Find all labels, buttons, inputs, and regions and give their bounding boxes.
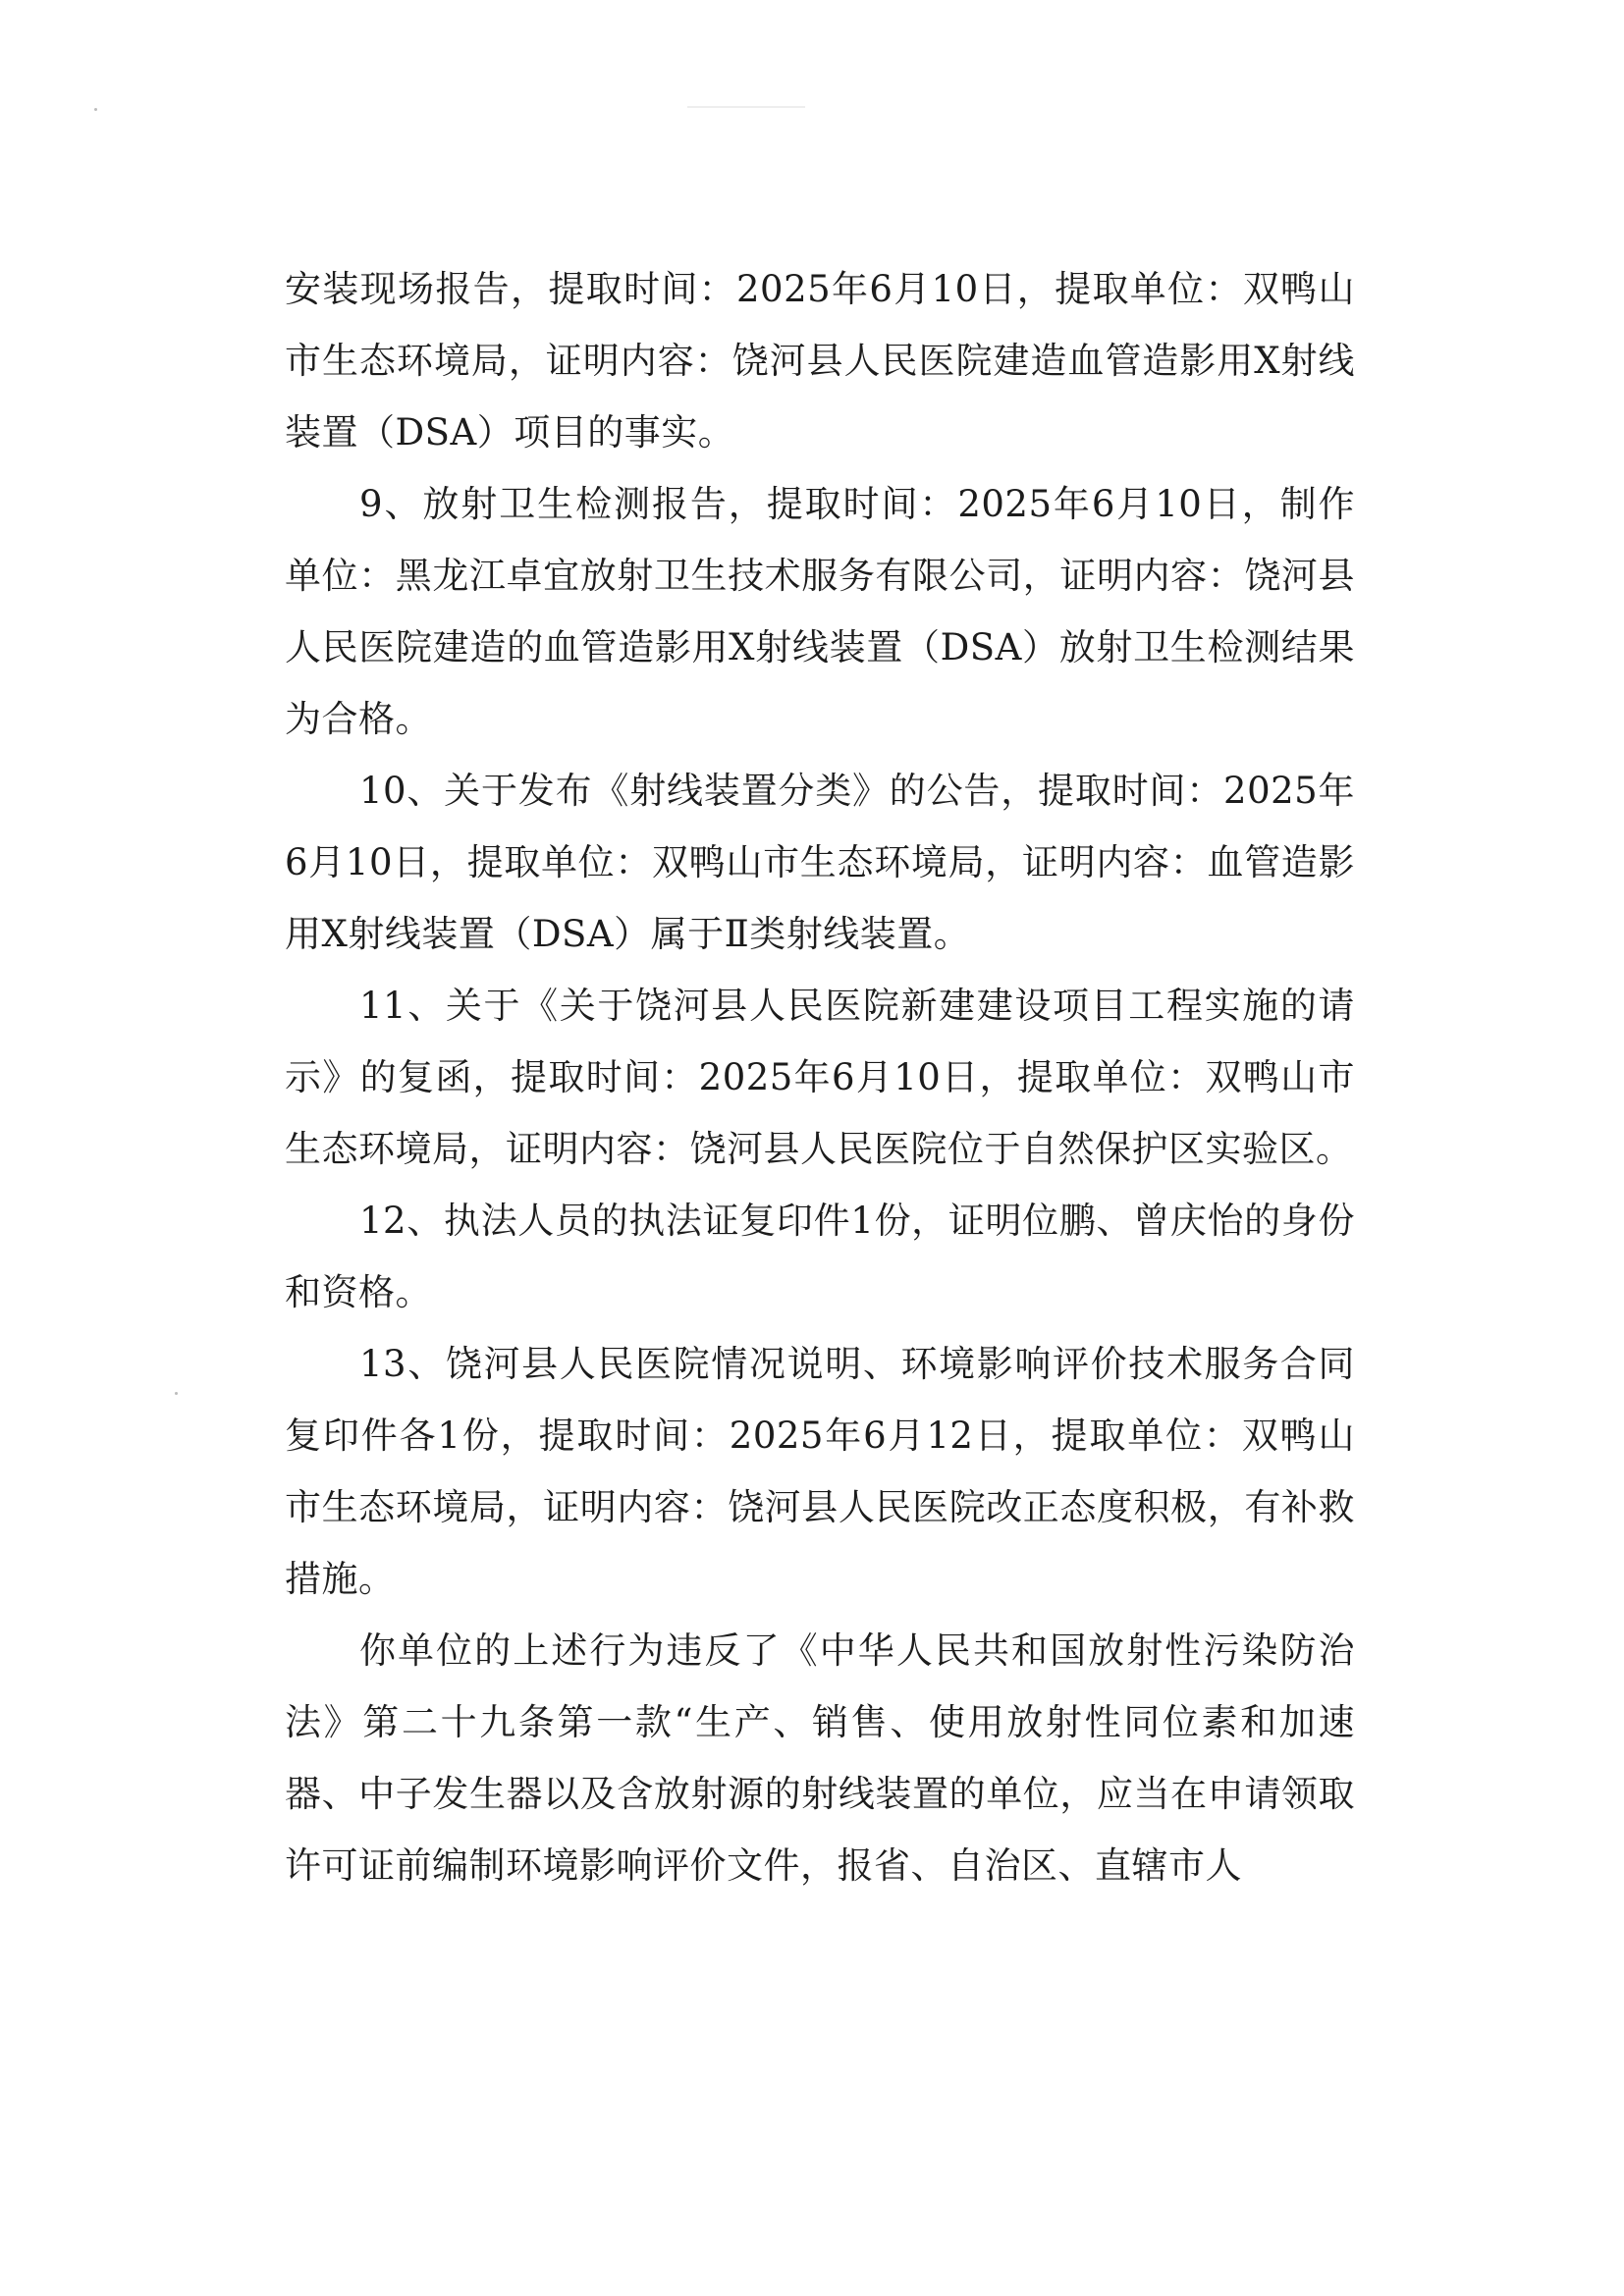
paragraph-item-9: 9、放射卫生检测报告，提取时间：2025年6月10日，制作单位：黑龙江卓宜放射卫生技术服务有限公司，证明内容：饶河县人民医院建造的血管造影用X射线装置（DSA）放射卫生检测结果为合格。 bbox=[285, 483, 1355, 740]
document-body bbox=[285, 253, 1355, 1901]
paragraph-item-10: 10、关于发布《射线装置分类》的公告，提取时间：2025年6月10日，提取单位：双鸭山市生态环境局，证明内容：血管造影用X射线装置（DSA）属于Ⅱ类射线装置。 bbox=[285, 770, 1355, 955]
scan-artifact-line bbox=[687, 106, 805, 108]
scan-artifact-dot bbox=[94, 108, 97, 111]
scan-artifact-dot bbox=[175, 1392, 178, 1395]
paragraph-violation: 你单位的上述行为违反了《中华人民共和国放射性污染防治法》第二十九条第一款“生产、销售、使用放射性同位素和加速器、中子发生器以及含放射源的射线装置的单位，应当在申请领取许可证前编制环境影响评价文件，报省、自治区、直辖市人 bbox=[285, 1629, 1355, 1887]
paragraph-continuation: 安装现场报告，提取时间：2025年6月10日，提取单位：双鸭山市生态环境局，证明内容：饶河县人民医院建造血管造影用X射线装置（DSA）项目的事实。 bbox=[285, 268, 1355, 454]
paragraph-item-13: 13、饶河县人民医院情况说明、环境影响评价技术服务合同复印件各1份，提取时间：2025年6月12日，提取单位：双鸭山市生态环境局，证明内容：饶河县人民医院改正态度积极，有补救措施。 bbox=[285, 1343, 1355, 1600]
paragraph-item-12: 12、执法人员的执法证复印件1份，证明位鹏、曾庆怡的身份和资格。 bbox=[285, 1200, 1355, 1313]
paragraph-item-11: 11、关于《关于饶河县人民医院新建建设项目工程实施的请示》的复函，提取时间：2025年6月10日，提取单位：双鸭山市生态环境局，证明内容：饶河县人民医院位于自然保护区实验区。 bbox=[285, 985, 1355, 1170]
